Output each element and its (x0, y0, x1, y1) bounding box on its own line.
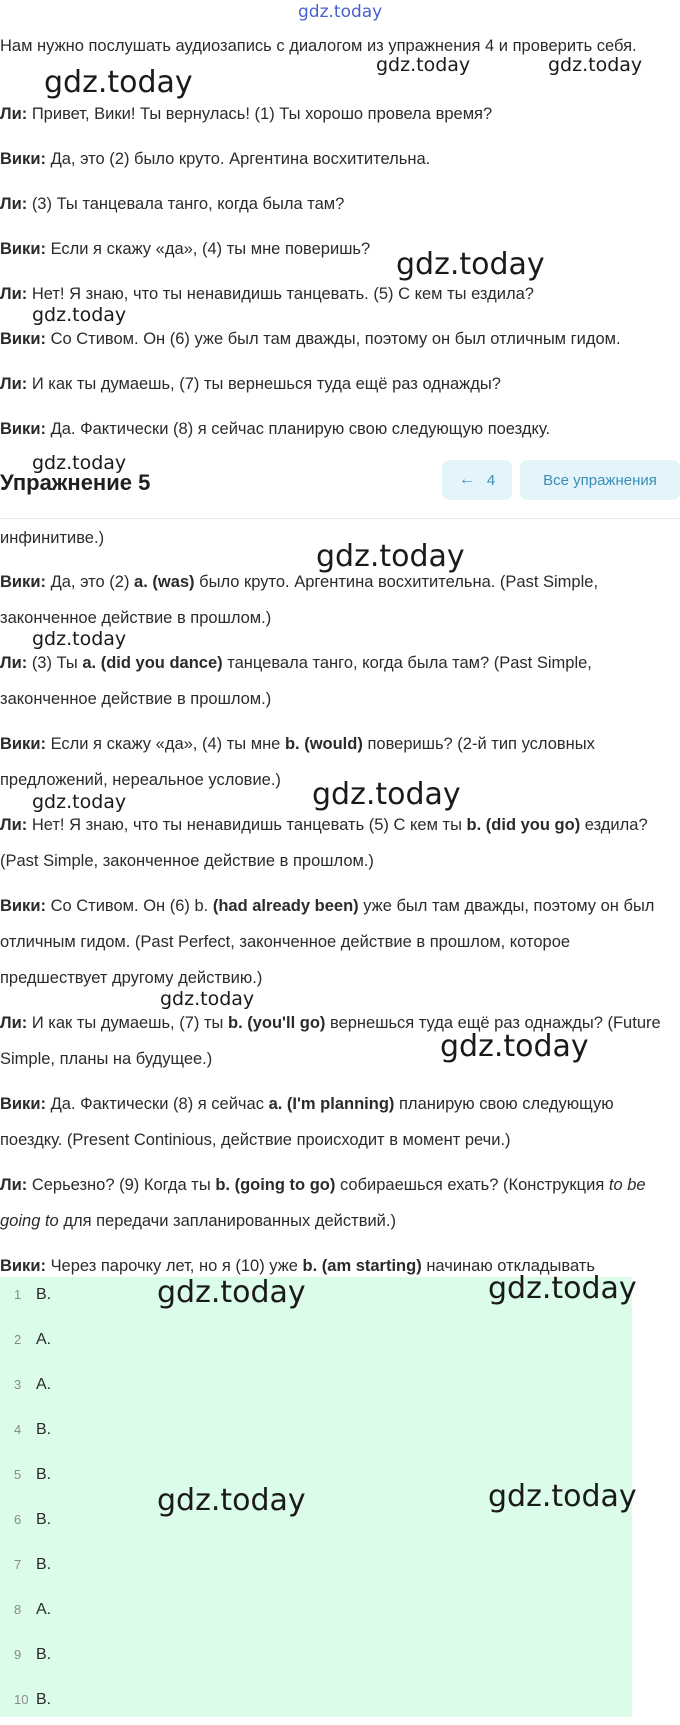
answer-value: B. (36, 1466, 52, 1483)
speaker: Вики: (0, 330, 46, 348)
watermark: gdz.today (157, 1275, 306, 1310)
speaker: Вики: (0, 1095, 46, 1113)
watermark: gdz.today (32, 628, 127, 650)
answer-choice: a. (was) (134, 573, 195, 591)
answer-value: B. (36, 1646, 52, 1663)
answer-number: 5 (14, 1467, 22, 1482)
speaker: Ли: (0, 654, 28, 672)
watermark: gdz.today (32, 791, 127, 813)
watermark: gdz.today (312, 777, 461, 812)
answer-value: B. (36, 1421, 52, 1438)
line-text: (3) Ты (31, 654, 78, 672)
answer-value: B. (36, 1511, 52, 1528)
dialogue-line (0, 411, 672, 447)
dialogue-line (0, 366, 672, 402)
line-text: Со Стивом. Он (6) b. (50, 897, 209, 915)
line-text: Серьезно? (9) Когда ты (31, 1176, 211, 1194)
speaker: Ли: (0, 1176, 28, 1194)
line-text: Если я скажу «да», (4) ты мне (50, 735, 281, 753)
watermark: gdz.today (32, 452, 127, 474)
speaker: Вики: (0, 240, 46, 258)
watermark: gdz.today (376, 54, 471, 76)
answer-choice: b. (going to go) (215, 1176, 336, 1194)
watermark: gdz.today (488, 1271, 637, 1306)
answer-row (0, 1410, 200, 1455)
answer-row (0, 1545, 200, 1590)
speaker: Вики: (0, 897, 46, 915)
answer-choice: b. (did you go) (466, 816, 581, 834)
intro-text: Нам нужно послушать аудиозапись с диалогом из упражнения 4 и проверить себя. (0, 37, 637, 55)
answer-value: A. (36, 1376, 52, 1393)
speaker: Вики: (0, 1257, 46, 1275)
line-text: Нет! Я знаю, что ты ненавидишь танцевать (5) С кем ты (31, 816, 462, 834)
answer-number: 10 (14, 1692, 29, 1707)
line-text: танцевала танго, когда была там? (Past Simple, законченное действие в прошлом.) (0, 654, 592, 708)
header-divider (0, 518, 680, 519)
speaker: Ли: (0, 1014, 28, 1032)
watermark: gdz.today (160, 988, 255, 1010)
dialogue-line (0, 186, 672, 222)
watermark: gdz.today (157, 1483, 306, 1518)
answer-row (0, 1320, 200, 1365)
line-text: Нет! Я знаю, что ты ненавидишь танцевать. (5) С кем ты ездила? (31, 285, 534, 303)
watermark: gdz.today (548, 54, 643, 76)
line-text: Да, это (2) было круто. Аргентина восхитительна. (50, 150, 431, 168)
answer-choice: a. (I'm planning) (268, 1095, 395, 1113)
watermark: gdz.today (316, 539, 465, 574)
watermark: gdz.today (440, 1029, 589, 1064)
answer-number: 4 (14, 1422, 22, 1437)
explanation-line (0, 1167, 672, 1239)
line-text: ездила? (Past Simple, законченное действие в прошлом.) (0, 816, 648, 870)
answer-value: A. (36, 1601, 52, 1618)
watermark: gdz.today (44, 65, 193, 100)
explanation-line (0, 564, 672, 636)
explanation-line: инфинитиве.) (0, 529, 105, 547)
dialogue-line (0, 96, 672, 132)
line-text: Через парочку лет, но я (10) уже (50, 1257, 298, 1275)
line-text: Со Стивом. Он (6) уже был там дважды, поэтому он был отличным гидом. (50, 330, 621, 348)
answer-row (0, 1635, 200, 1680)
answer-choice: b. (would) (284, 735, 363, 753)
line-text: начинаю откладывать (426, 1257, 595, 1275)
speaker: Ли: (0, 816, 28, 834)
answer-value: B. (36, 1286, 52, 1303)
watermark: gdz.today (32, 304, 127, 326)
answer-choice: b. (am starting) (302, 1257, 422, 1275)
answer-number: 2 (14, 1332, 22, 1347)
line-text: И как ты думаешь, (7) ты (31, 1014, 224, 1032)
line-text: Да, это (2) (50, 573, 130, 591)
answer-choice: (had already been) (212, 897, 359, 915)
watermark-top: gdz.today (298, 2, 383, 22)
speaker: Вики: (0, 420, 46, 438)
all-exercises-label: Все упражнения (543, 471, 657, 489)
speaker: Ли: (0, 375, 28, 393)
answer-value: A. (36, 1331, 52, 1348)
answer-row (0, 1680, 200, 1725)
explanation-line (0, 645, 672, 717)
prev-exercise-label: 4 (486, 471, 496, 489)
speaker: Вики: (0, 573, 46, 591)
answer-row (0, 1590, 200, 1635)
line-text: Да. Фактически (8) я сейчас (50, 1095, 264, 1113)
dialogue-line (0, 141, 672, 177)
answer-choice: a. (did you dance) (82, 654, 223, 672)
answer-choice: b. (you'll go) (227, 1014, 326, 1032)
dialogue-line (0, 231, 672, 267)
speaker: Вики: (0, 735, 46, 753)
line-text: уже был там дважды, поэтому он был отличным гидом. (Past Perfect, законченное действие в прошлом, которое предшествует другому действию.) (0, 897, 655, 987)
speaker: Ли: (0, 105, 28, 123)
line-text: было круто. Аргентина восхитительна. (Past Simple, законченное действие в прошлом.) (0, 573, 599, 627)
line-text: планирую свою следующую поездку. (Present Continious, действие происходит в момент речи.) (0, 1095, 614, 1149)
watermark: gdz.today (488, 1479, 637, 1514)
dialogue-line (0, 321, 672, 357)
construction-term: to be going to (0, 1176, 646, 1230)
line-text: Привет, Вики! Ты вернулась! (1) Ты хорошо провела время? (31, 105, 493, 123)
speaker: Ли: (0, 195, 28, 213)
exercise-title: Упражнение 5 (0, 470, 151, 495)
explanation-line (0, 807, 672, 879)
line-text: Если я скажу «да», (4) ты мне поверишь? (50, 240, 371, 258)
line-text: И как ты думаешь, (7) ты вернешься туда ещё раз однажды? (31, 375, 501, 393)
answer-number: 6 (14, 1512, 22, 1527)
line-text: Да. Фактически (8) я сейчас планирую свою следующую поездку. (50, 420, 551, 438)
line-text: вернешься туда ещё раз однажды? (Future Simple, планы на будущее.) (0, 1014, 661, 1068)
arrow-left-icon: ← (458, 471, 475, 488)
answer-number: 3 (14, 1377, 22, 1392)
explanation-line (0, 888, 672, 996)
line-text: (3) Ты танцевала танго, когда была там? (31, 195, 345, 213)
answer-value: B. (36, 1691, 52, 1708)
line-text: для передачи запланированных действий.) (63, 1212, 396, 1230)
answer-number: 9 (14, 1647, 22, 1662)
answer-row (0, 1365, 200, 1410)
answer-value: B. (36, 1556, 52, 1573)
answer-number: 1 (14, 1287, 22, 1302)
speaker: Ли: (0, 285, 28, 303)
line-text: собираешься ехать? (Конструкция (339, 1176, 605, 1194)
all-exercises-button[interactable] (520, 460, 680, 500)
line-text: поверишь? (2-й тип условных предложений, нереальное условие.) (0, 735, 595, 789)
explanation-line (0, 1086, 672, 1158)
answer-number: 8 (14, 1602, 22, 1617)
watermark: gdz.today (396, 247, 545, 282)
speaker: Вики: (0, 150, 46, 168)
answer-number: 7 (14, 1557, 22, 1572)
prev-exercise-button[interactable] (442, 460, 512, 500)
